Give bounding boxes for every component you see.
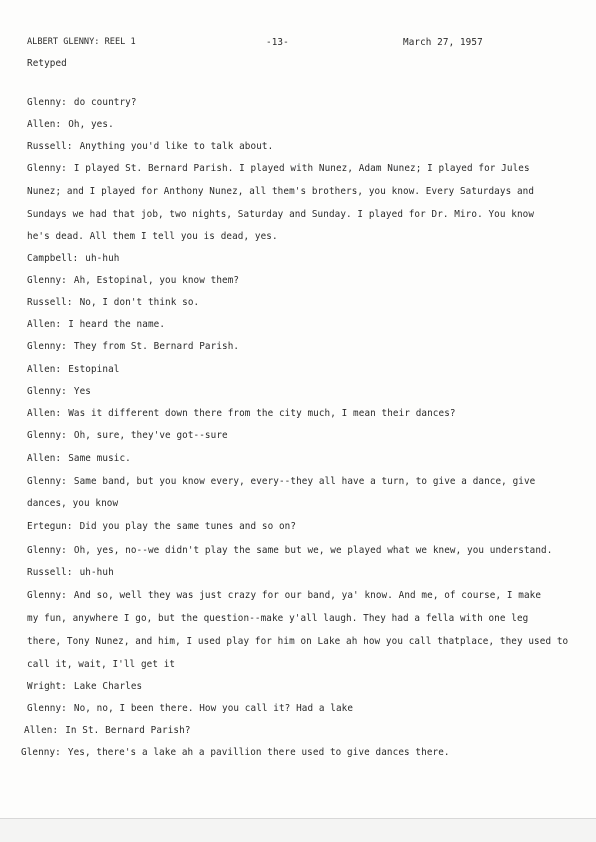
transcript-line: [21, 747, 450, 758]
header-page-number: -13-: [266, 37, 289, 48]
line-text: uh-huh: [79, 567, 114, 578]
speaker-name: Glenny:: [27, 476, 67, 487]
transcript-line: [27, 275, 239, 286]
transcript-line: [27, 590, 541, 601]
transcript-line: [27, 498, 118, 509]
transcript-line: [27, 613, 528, 624]
line-text: he's dead. All them I tell you is dead, yes.: [27, 231, 278, 242]
page-bottom-margin: [0, 819, 596, 842]
header-date: March 27, 1957: [403, 37, 483, 48]
transcript-line: [27, 476, 535, 487]
line-text: uh-huh: [85, 253, 120, 264]
speaker-name: Wright:: [27, 681, 67, 692]
speaker-name: Allen:: [27, 364, 62, 375]
retyped-note: Retyped: [27, 58, 67, 69]
line-text: dances, you know: [27, 498, 119, 509]
line-text: No, no, I been there. How you call it? Had a lake: [73, 703, 354, 714]
transcript-line: [27, 297, 199, 308]
transcript-line: [27, 386, 91, 397]
line-text: They from St. Bernard Parish.: [73, 341, 240, 352]
transcript-line: [27, 186, 534, 197]
line-text: there, Tony Nunez, and him, I used play for him on Lake ah how you call thatplace, they used to: [27, 636, 569, 647]
transcript-line: [27, 636, 568, 647]
transcript-line: [27, 453, 131, 464]
speaker-name: Glenny:: [27, 590, 67, 601]
transcript-line: [27, 163, 530, 174]
line-text: Yes, there's a lake ah a pavillion there used to give dances there.: [67, 747, 450, 758]
transcript-line: [27, 659, 175, 670]
transcript-line: [27, 253, 119, 264]
speaker-name: Ertegun:: [27, 521, 73, 532]
transcript-line: [27, 567, 114, 578]
header-reel-title: ALBERT GLENNY: REEL 1: [27, 37, 136, 47]
line-text: In St. Bernard Parish?: [65, 725, 191, 736]
line-text: my fun, anywhere I go, but the question--make y'all laugh. They had a fella with one leg: [27, 613, 529, 624]
transcript-line: [24, 725, 191, 736]
speaker-name: Glenny:: [27, 163, 67, 174]
line-text: Oh, yes.: [68, 119, 114, 130]
line-text: Same music.: [68, 453, 131, 464]
speaker-name: Allen:: [27, 408, 62, 419]
line-text: Same band, but you know every, every--they all have a turn, to give a dance, give: [73, 476, 536, 487]
speaker-name: Russell:: [27, 297, 73, 308]
line-text: I heard the name.: [68, 319, 166, 330]
transcript-line: [27, 430, 228, 441]
line-text: Sundays we had that job, two nights, Saturday and Sunday. I played for Dr. Miro. You know: [27, 209, 535, 220]
transcript-line: [27, 341, 239, 352]
transcript-line: [27, 521, 296, 532]
speaker-name: Glenny:: [27, 97, 67, 108]
transcript-line: [27, 319, 165, 330]
speaker-name: Campbell:: [27, 253, 79, 264]
speaker-name: Glenny:: [27, 545, 67, 556]
speaker-name: Allen:: [27, 119, 62, 130]
line-text: Estopinal: [68, 364, 120, 375]
transcript-line: [27, 231, 278, 242]
speaker-name: Glenny:: [27, 430, 67, 441]
transcript-line: [27, 681, 142, 692]
line-text: Ah, Estopinal, you know them?: [73, 275, 240, 286]
transcript-line: [27, 141, 273, 152]
line-text: Oh, yes, no--we didn't play the same but we, we played what we knew, you understand.: [73, 545, 553, 556]
transcript-line: [27, 119, 114, 130]
line-text: No, I don't think so.: [79, 297, 200, 308]
transcript-line: [27, 703, 353, 714]
speaker-name: Glenny:: [27, 386, 67, 397]
speaker-name: Allen:: [24, 725, 59, 736]
speaker-name: Glenny:: [27, 703, 67, 714]
line-text: Anything you'd like to talk about.: [79, 141, 274, 152]
transcript-line: [27, 97, 137, 108]
transcript-line: [27, 408, 456, 419]
transcript-line: [27, 364, 119, 375]
line-text: Did you play the same tunes and so on?: [79, 521, 297, 532]
speaker-name: Russell:: [27, 567, 73, 578]
line-text: And so, well they was just crazy for our band, ya' know. And me, of course, I make: [73, 590, 542, 601]
speaker-name: Glenny:: [27, 341, 67, 352]
line-text: Nunez; and I played for Anthony Nunez, all them's brothers, you know. Every Saturdays and: [27, 186, 535, 197]
transcript-line: [27, 545, 552, 556]
line-text: I played St. Bernard Parish. I played with Nunez, Adam Nunez; I played for Jules: [73, 163, 530, 174]
line-text: do country?: [73, 97, 137, 108]
line-text: Oh, sure, they've got--sure: [73, 430, 228, 441]
speaker-name: Allen:: [27, 453, 62, 464]
transcript-line: [27, 209, 534, 220]
line-text: Yes: [73, 386, 91, 397]
line-text: Lake Charles: [73, 681, 143, 692]
line-text: Was it different down there from the city much, I mean their dances?: [68, 408, 456, 419]
line-text: call it, wait, I'll get it: [27, 659, 176, 670]
speaker-name: Glenny:: [21, 747, 61, 758]
speaker-name: Allen:: [27, 319, 62, 330]
speaker-name: Glenny:: [27, 275, 67, 286]
speaker-name: Russell:: [27, 141, 73, 152]
